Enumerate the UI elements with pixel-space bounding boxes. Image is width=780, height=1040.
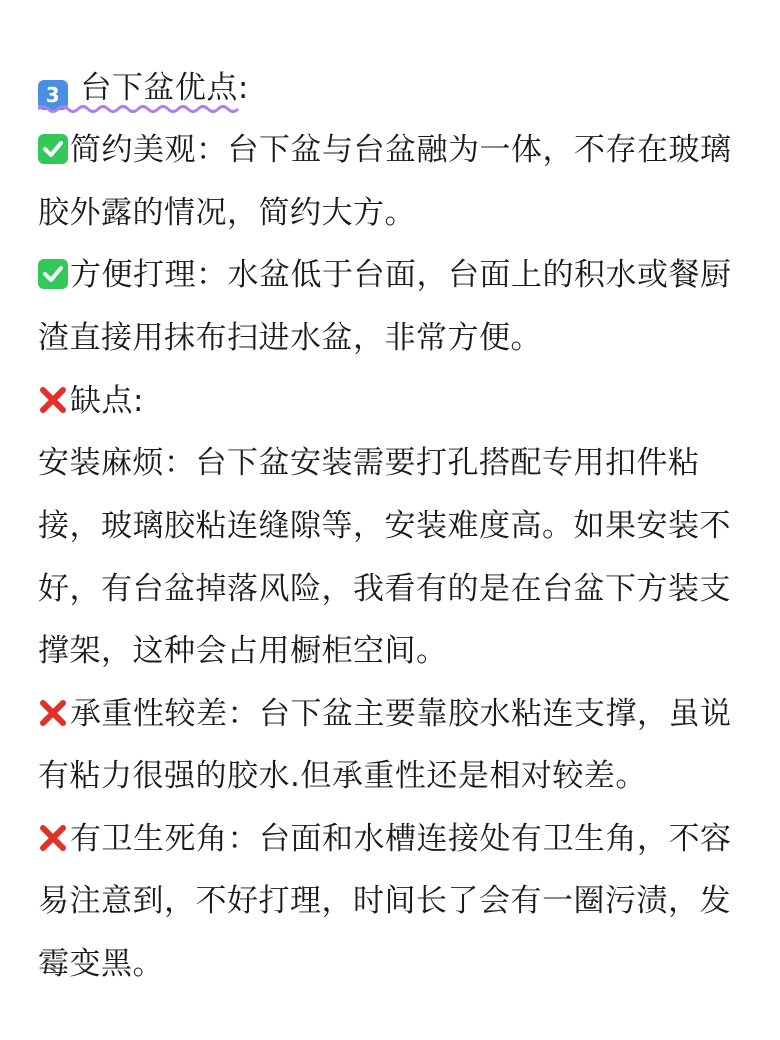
pro-item-text: 方便打理：水盆低于台面，台面上的积水或餐厨	[70, 257, 732, 293]
pro-item-simple	[38, 130, 748, 170]
cross-mark-icon	[38, 823, 68, 853]
section-title	[38, 68, 748, 112]
keycap-3-icon: 3	[38, 80, 68, 110]
con-item-text-cont: 易注意到，不好打理，时间长了会有一圈污渍，发	[38, 883, 731, 919]
con-item-load	[38, 694, 748, 734]
pro-item-easy-clean	[38, 255, 748, 295]
cross-mark-icon	[38, 385, 68, 415]
check-mark-button-icon	[38, 134, 68, 164]
con-item-hygiene	[38, 819, 748, 859]
pro-item-text: 简约美观：台下盆与台盆融为一体，不存在玻璃	[70, 132, 732, 168]
con-item-text-cont: 好，有台盆掉落风险，我看有的是在台盆下方装支	[38, 571, 731, 607]
con-item-install: 安装麻烦：台下盆安装需要打孔搭配专用扣件粘	[38, 445, 700, 481]
wavy-underline	[38, 104, 244, 114]
cons-heading	[38, 381, 748, 421]
con-item-text-cont: 有粘力很强的胶水.但承重性还是相对较差。	[38, 758, 647, 794]
cons-heading-text: 缺点:	[70, 383, 144, 419]
con-item-text-cont: 霉变黑。	[38, 946, 164, 982]
con-item-text-cont: 撑架，这种会占用橱柜空间。	[38, 633, 448, 669]
section-title-text: 台下盆优点:	[80, 70, 249, 106]
con-item-text-cont: 接，玻璃胶粘连缝隙等，安装难度高。如果安装不	[38, 508, 731, 544]
con-item-text: 有卫生死角：台面和水槽连接处有卫生角，不容	[70, 821, 732, 857]
con-item-text: 承重性较差：台下盆主要靠胶水粘连支撑，虽说	[70, 696, 732, 732]
pro-item-text-cont: 胶外露的情况，简约大方。	[38, 195, 416, 231]
cross-mark-icon	[38, 698, 68, 728]
check-mark-button-icon	[38, 259, 68, 289]
pro-item-text-cont: 渣直接用抹布扫进水盆，非常方便。	[38, 320, 542, 356]
